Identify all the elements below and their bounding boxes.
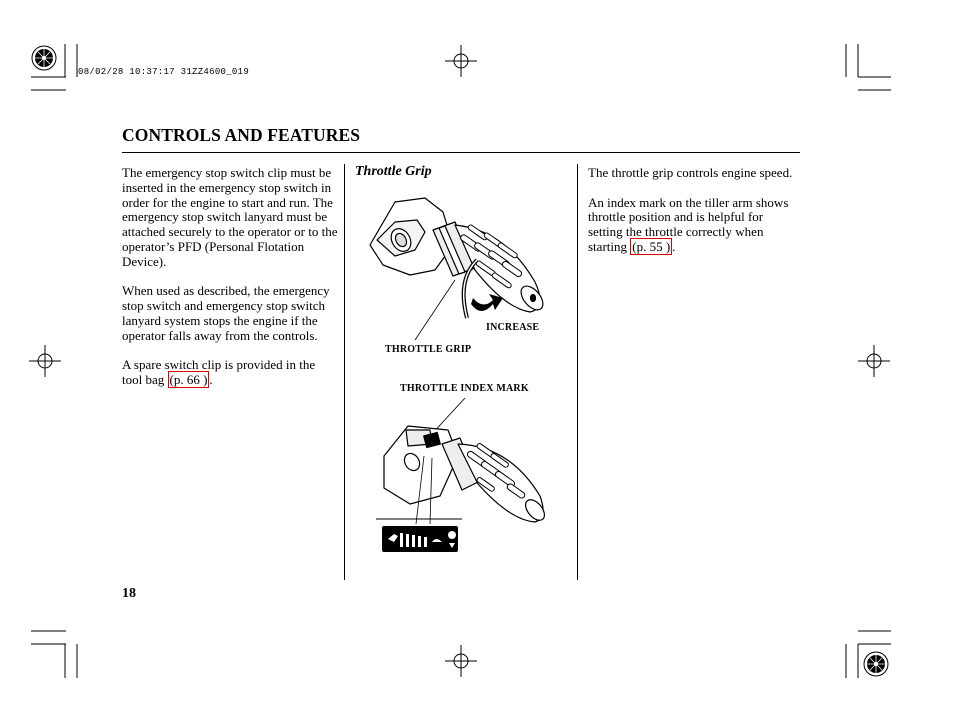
section-heading: CONTROLS AND FEATURES [122,125,361,145]
left-paragraph-1: The emergency stop switch clip must be inserted in the emergency stop switch in order for the engine to start and run. The emergency stop switch lanyard must be attached securely to the operator or to the operator’s PFD (Personal Flotation Device). [122,165,338,269]
starburst-mark-bottom-right [864,652,888,676]
throttle-grip-illustration [355,190,570,365]
right-paragraph-2-text: An index mark on the tiller arm shows throttle position and is helpful for setting the throttle correctly when starting [588,194,789,254]
throttle-grip-title: Throttle Grip [355,164,432,179]
heading-rule [122,152,800,153]
increase-label: INCREASE [486,322,540,333]
column-divider-right [577,164,578,580]
page-55-link[interactable]: (p. 55 ) [632,238,671,254]
page-number: 18 [122,586,136,601]
registration-mark-top [445,45,477,77]
page-66-link[interactable]: (p. 66 ) [169,372,208,388]
left-paragraph-2: When used as described, the emergency stop switch and emergency stop switch lanyard system stops the engine if the operator falls away from the controls. [122,283,330,343]
registration-mark-bottom [445,645,477,677]
left-paragraph-3-text: A spare switch clip is provided in the tool bag [122,357,316,388]
left-paragraph-3 [122,358,338,388]
registration-mark-left [29,345,61,377]
right-column [588,166,801,270]
left-column [122,166,338,403]
left-paragraph-3-end: . [209,372,213,388]
registration-mark-right [858,345,890,377]
right-paragraph-2 [588,196,801,255]
column-divider-left [344,164,345,580]
starburst-mark-top-left [32,46,56,70]
right-paragraph-2-end: . [672,238,676,254]
throttle-grip-label: THROTTLE GRIP [385,344,472,355]
print-timestamp: 08/02/28 10:37:17 31ZZ4600_019 [78,67,250,77]
throttle-index-mark-label: THROTTLE INDEX MARK [400,383,529,394]
throttle-index-illustration [370,396,565,556]
right-paragraph-1: The throttle grip controls engine speed. [588,165,793,180]
